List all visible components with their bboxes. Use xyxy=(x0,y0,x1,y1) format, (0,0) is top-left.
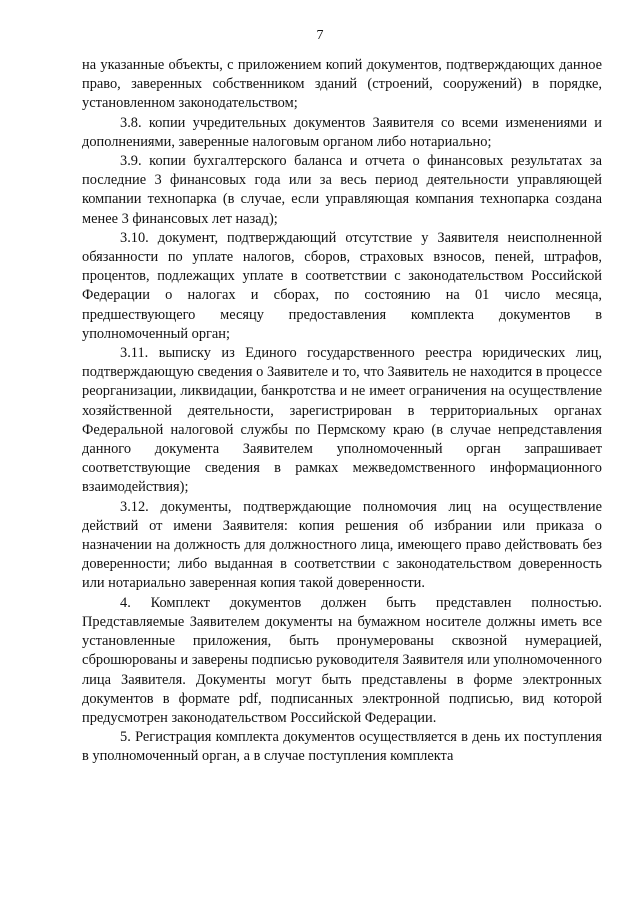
document-body xyxy=(82,56,602,767)
paragraph-3-9: 3.9. копии бухгалтерского баланса и отчета о финансовых результатах за последние 3 финансовых года или за весь период деятельности управляющей компании технопарка (в случае, если управляющая компания технопарка создана менее 3 финансовых лет назад); xyxy=(82,153,602,227)
paragraph-3-10: 3.10. документ, подтверждающий отсутствие у Заявителя неисполненной обязанности по уплате налогов, сборов, страховых взносов, пеней, штрафов, процентов, подлежащих уплате в соответствии с законодательством Российской Федерации о налогах и сборах, по состоянию на 01 число месяца, предшествующего месяцу предоставления комплекта документов в уполномоченный орган; xyxy=(82,229,602,342)
paragraph-5: 5. Регистрация комплекта документов осуществляется в день их поступления в уполномоченный орган, а в случае поступления комплекта xyxy=(82,729,602,765)
paragraph-3-11: 3.11. выписку из Единого государственного реестра юридических лиц, подтверждающую сведения о Заявителе и то, что Заявитель не находится в процессе реорганизации, ликвидации, банкротства и не имеет ограничения на осуществление хозяйственной деятельности, зарегистрирован в территориальных органах Федеральной налоговой службы по Пермскому краю (в случае непредставления данного документа Заявителем уполномоченный орган запрашивает соответствующие сведения в рамках межведомственного информационного взаимодействия); xyxy=(82,345,602,496)
paragraph-continuation: на указанные объекты, с приложением копий документов, подтверждающих данное право, заверенных собственником зданий (строений, сооружений) в порядке, установленном законодательством; xyxy=(82,57,602,112)
page-number: 7 xyxy=(316,28,324,43)
paragraph-4: 4. Комплект документов должен быть представлен полностью. Представляемые Заявителем документы на бумажном носителе должны иметь все установленные приложения, быть пронумерованы сквозной нумерацией, сброшюрованы и заверены подписью руководителя Заявителя или уполномоченного лица Заявителя. Документы могут быть представлены в форме электронных документов в формате pdf, подписанных электронной подписью, вид которой предусмотрен законодательством Российской Федерации. xyxy=(82,594,602,726)
paragraph-3-8: 3.8. копии учредительных документов Заявителя со всеми изменениями и дополнениями, заверенные налоговым органом либо нотариально; xyxy=(82,114,602,150)
paragraph-3-12: 3.12. документы, подтверждающие полномочия лиц на осуществление действий от имени Заявителя: копия решения об избрании или приказа о назначении на должность для должностного лица, имеющего право действовать без доверенности; либо выданная в соответствии с законодательством доверенность или нотариально заверенная копия такой доверенности. xyxy=(82,498,602,592)
